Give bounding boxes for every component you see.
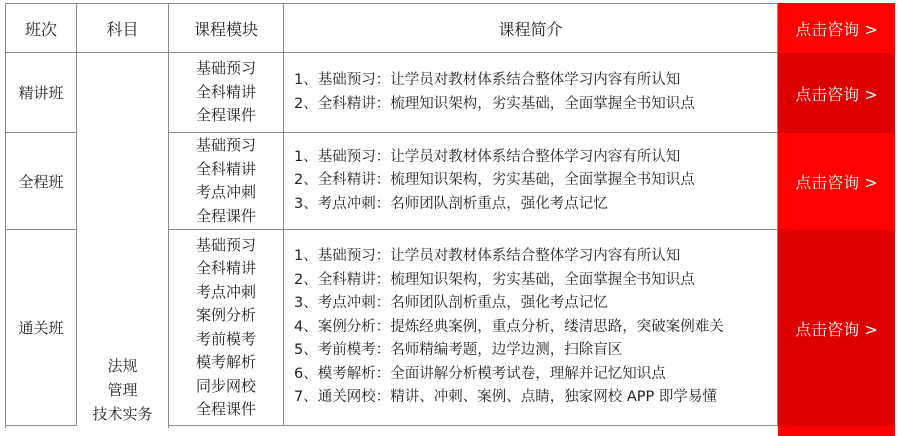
subject-line: 技术实务 (92, 405, 153, 423)
intro-line: 3、考点冲刺：名师团队剖析重点，强化考点记忆 (294, 195, 608, 212)
consult-button-jingjiang[interactable]: 点击咨询 > (778, 53, 895, 133)
intro-line: 1、基础预习：让学员对教材体系结合整体学习内容有所认知 (294, 248, 681, 265)
class-name-jingjiang: 精讲班 (6, 53, 77, 133)
intro-line: 2、全科精讲：梳理知识架构，劣实基础，全面掌握全书知识点 (294, 95, 695, 112)
module-item: 全程课件 (195, 106, 256, 125)
intro-line: 2、全科精讲：梳理知识架构，劣实基础，全面掌握全书知识点 (294, 271, 695, 288)
consult-button-quancheng[interactable]: 点击咨询 > (778, 133, 895, 230)
module-item: 案例分析 (195, 306, 256, 324)
module-item: 同步网校 (195, 376, 256, 395)
class-name-tongguan: 通关班 (6, 230, 77, 426)
intro-line: 4、案例分析：提炼经典案例，重点分析，缕清思路，突破案例难关 (294, 318, 724, 335)
class-name-quancheng: 全程班 (6, 133, 77, 230)
intro-line: 1、基础预习：让学员对教材体系结合整体学习内容有所认知 (294, 148, 681, 165)
module-item: 基础预习 (195, 235, 256, 254)
subject-line: 法规 (107, 357, 138, 375)
modules-cell (169, 133, 284, 230)
consult-button-tongguan[interactable]: 点击咨询 > (778, 230, 895, 426)
intro-line: 5、考前模考：名师精编考题，边学边测，扫除盲区 (294, 342, 623, 359)
modules-cell (169, 53, 284, 133)
intro-line: 6、模考解析：全面讲解分析模考试卷，理解并记忆知识点 (294, 365, 666, 382)
intro-cell (284, 230, 778, 426)
intro-line: 2、全科精讲：梳理知识架构，劣实基础，全面掌握全书知识点 (294, 172, 695, 189)
module-item: 考点冲刺 (195, 183, 256, 201)
module-item: 模考解析 (195, 353, 256, 371)
intro-line: 7、通关网校：精讲、冲刺、案例、点睛，独家网校 APP 即学易懂 (294, 389, 717, 406)
module-item: 基础预习 (195, 59, 256, 78)
header-class: 班次 (6, 4, 77, 53)
header-subject: 科目 (77, 4, 169, 53)
module-item: 全科精讲 (195, 259, 256, 277)
subject-line: 管理 (107, 381, 138, 399)
intro-line: 3、考点冲刺：名师团队剖析重点，强化考点记忆 (294, 295, 608, 312)
module-item: 全科精讲 (195, 159, 256, 178)
module-item: 全科精讲 (195, 82, 256, 101)
module-item: 考点冲刺 (195, 282, 256, 301)
header-consult-button[interactable]: 点击咨询 > (778, 3, 895, 53)
module-item: 考前模考 (195, 329, 256, 348)
module-item: 基础预习 (195, 136, 256, 154)
intro-cell (284, 53, 778, 133)
header-intro: 课程简介 (284, 4, 778, 53)
subject-cell (77, 53, 169, 428)
intro-line: 1、基础预习：让学员对教材体系结合整体学习内容有所认知 (294, 72, 681, 88)
intro-cell (284, 133, 778, 230)
header-modules: 课程模块 (169, 4, 284, 53)
module-item: 全程课件 (195, 400, 256, 418)
module-item: 全程课件 (195, 206, 256, 225)
modules-cell (169, 230, 284, 426)
